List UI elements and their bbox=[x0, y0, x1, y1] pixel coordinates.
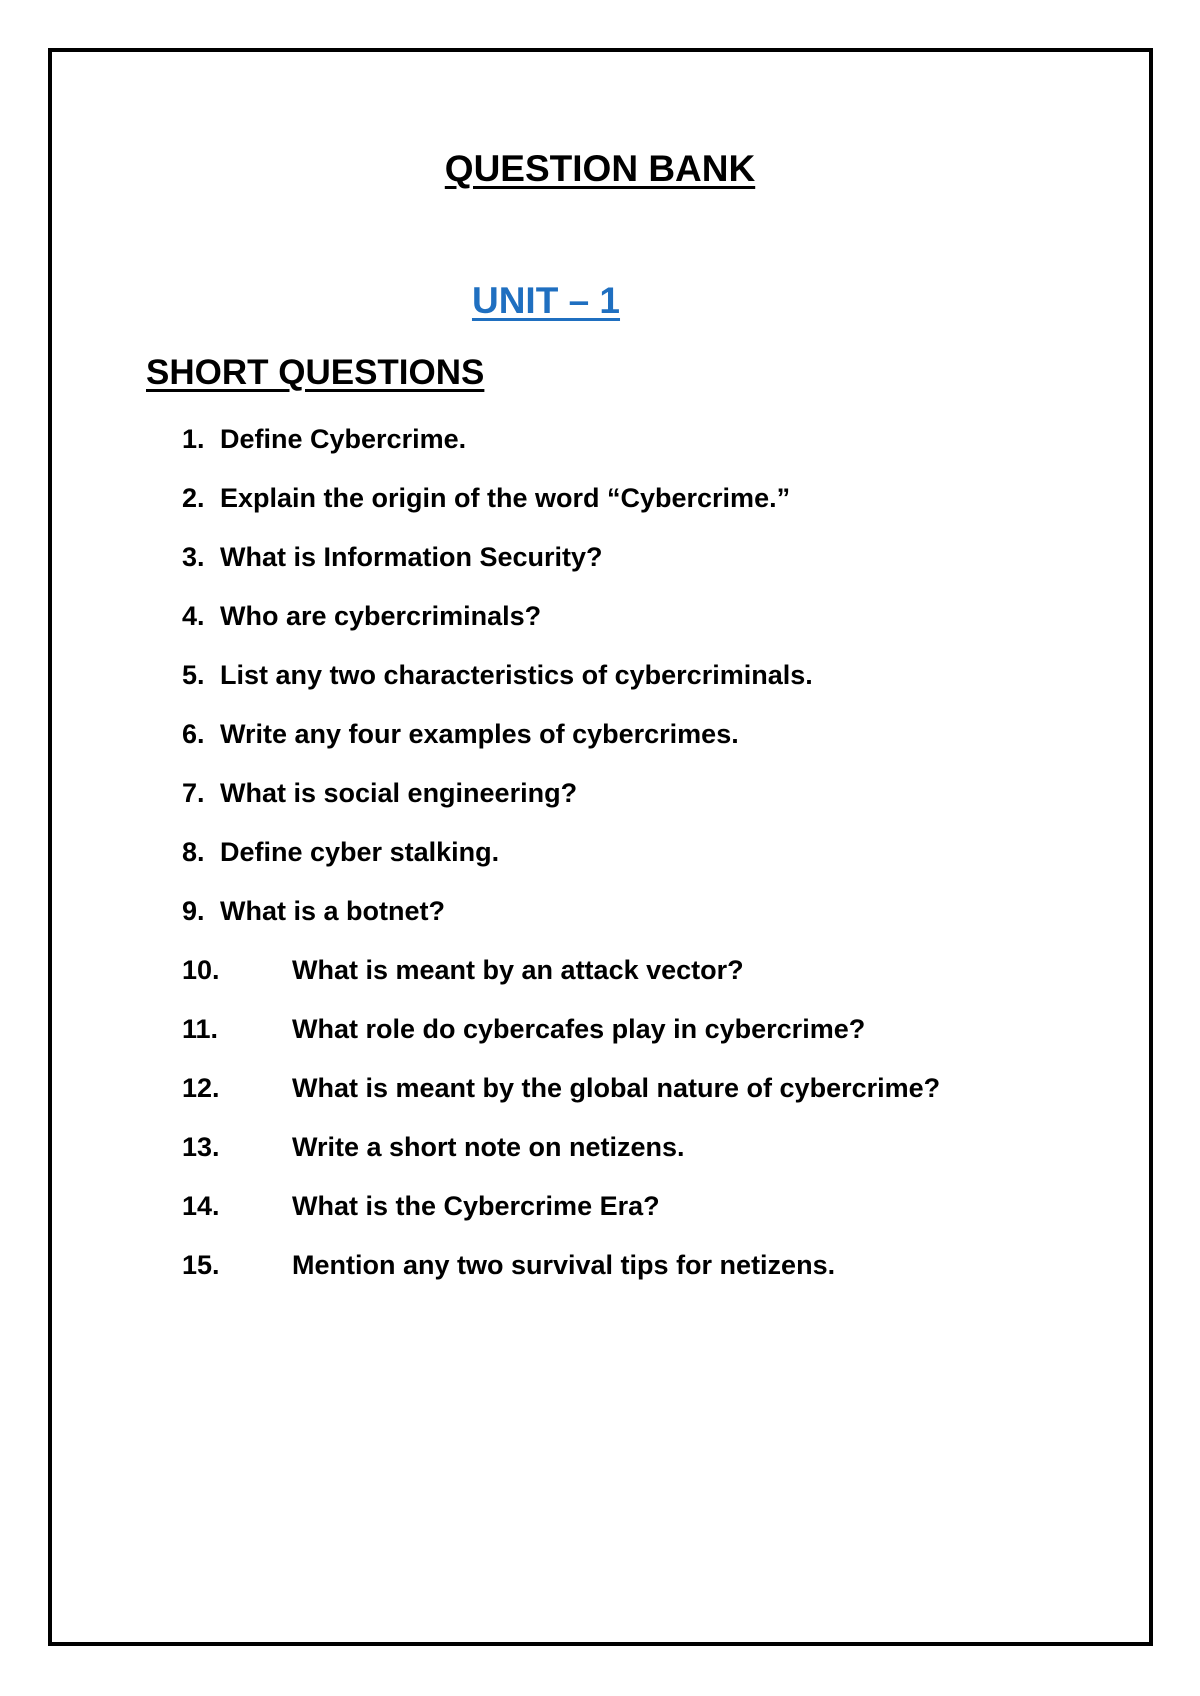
question-number: 11. bbox=[182, 1014, 219, 1044]
question-number: 9. bbox=[182, 896, 205, 926]
section-heading: SHORT QUESTIONS bbox=[146, 353, 485, 392]
question-number: 14. bbox=[182, 1191, 220, 1221]
question-text: Write a short note on netizens. bbox=[292, 1132, 685, 1162]
question-number: 10. bbox=[182, 955, 220, 985]
question-text: Who are cybercriminals? bbox=[220, 601, 542, 631]
page-title: QUESTION BANK bbox=[444, 148, 756, 189]
question-text: What is social engineering? bbox=[220, 778, 578, 808]
question-number: 6. bbox=[182, 719, 205, 749]
question-text: What is meant by an attack vector? bbox=[292, 955, 744, 985]
question-text: Explain the origin of the word “Cybercrime.” bbox=[220, 483, 791, 513]
question-text: Define Cybercrime. bbox=[220, 424, 467, 454]
question-text: Mention any two survival tips for netizens. bbox=[292, 1250, 836, 1280]
question-number: 5. bbox=[182, 660, 205, 690]
question-number: 12. bbox=[182, 1073, 220, 1103]
question-number: 3. bbox=[182, 542, 205, 572]
question-number: 8. bbox=[182, 837, 205, 867]
question-number: 15. bbox=[182, 1250, 220, 1280]
question-text: What role do cybercafes play in cybercrime? bbox=[292, 1014, 866, 1044]
question-text: What is meant by the global nature of cybercrime? bbox=[292, 1073, 941, 1103]
question-number: 7. bbox=[182, 778, 205, 808]
question-text: List any two characteristics of cybercriminals. bbox=[220, 660, 813, 690]
unit-heading: UNIT – 1 bbox=[471, 280, 621, 321]
question-text: Write any four examples of cybercrimes. bbox=[220, 719, 739, 749]
question-text: What is Information Security? bbox=[220, 542, 603, 572]
question-text: Define cyber stalking. bbox=[220, 837, 500, 867]
question-number: 13. bbox=[182, 1132, 220, 1162]
question-text: What is a botnet? bbox=[220, 896, 445, 926]
question-number: 1. bbox=[182, 424, 205, 454]
question-number: 2. bbox=[182, 483, 205, 513]
question-text: What is the Cybercrime Era? bbox=[292, 1191, 660, 1221]
question-number: 4. bbox=[182, 601, 205, 631]
